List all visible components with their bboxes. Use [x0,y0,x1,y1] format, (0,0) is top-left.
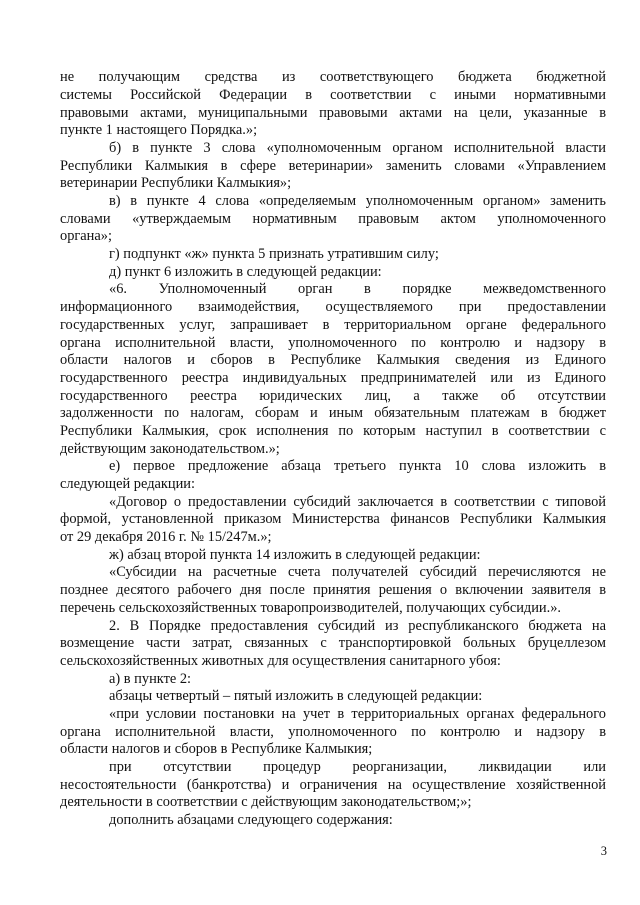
text-line: позднее десятого рабочего дня после принятия решения о включении заявителя в [60,582,606,599]
text-line: области налогов и сборов в Республике Калмыкия; [60,741,373,758]
paragraph [60,494,606,547]
text-line: в) в пункте 4 слова «определяемым уполномоченным органом» заменить [109,193,606,209]
paragraph [60,193,606,246]
text-line: «Субсидии на расчетные счета получателей субсидий перечисляются не [109,564,606,581]
paragraph [60,264,606,282]
text-line: задолженности по налогам, сборам и иным обязательным платежам в бюджет [60,405,606,422]
text-line: словами «утверждаемым нормативным правовым актом уполномоченного [60,210,606,227]
text-line: правовыми актами, муниципальными правовыми актами на цели, указанные в [60,104,606,121]
paragraph [60,812,606,830]
text-line: области налогов и сборов в Республике Калмыкия сведения из Единого [60,352,606,369]
paragraph [60,706,606,759]
paragraph [60,458,606,493]
paragraph [60,547,606,565]
text-line: г) подпункт «ж» пункта 5 признать утратившим силу; [109,246,439,263]
paragraph [60,246,606,264]
text-line: перечень сельскохозяйственных товаропроизводителей, получающих субсидии.». [60,599,562,616]
paragraph [60,281,606,458]
text-line: а) в пункте 2: [109,670,192,687]
text-line: абзацы четвертый – пятый изложить в следующей редакции: [109,688,483,705]
text-line: д) пункт 6 изложить в следующей редакции: [109,263,382,280]
text-line: от 29 декабря 2016 г. № 15/247м.»; [60,529,272,546]
text-line: ветеринарии Республики Калмыкия»; [60,175,292,192]
document-page [60,60,606,830]
text-line: не получающим средства из соответствующего бюджета бюджетной [60,69,606,86]
paragraph [60,618,606,671]
text-line: сельскохозяйственных животных для осуществления санитарного убоя: [60,652,501,669]
text-line: «6. Уполномоченный орган в порядке межведомственного [109,281,606,298]
paragraph [60,564,606,617]
text-line: Республики Калмыкия, срок исполнения по которым наступил в соответствии с [60,422,606,439]
paragraph [60,671,606,689]
text-line: б) в пункте 3 слова «уполномоченным органом исполнительной власти [109,139,606,156]
text-line: ж) абзац второй пункта 14 изложить в следующей редакции: [109,546,481,563]
text-line: возмещение части затрат, связанных с транспортировкой больных бруцеллезом [60,635,606,652]
text-line: е) первое предложение абзаца третьего пункта 10 слова изложить в [109,458,606,475]
text-line: следующей редакции: [60,476,195,492]
paragraph [60,69,606,140]
text-line: 2. В Порядке предоставления субсидий из республиканского бюджета на [109,617,606,634]
text-line: «при условии постановки на учет в территориальных органах федерального [109,705,606,722]
paragraph [60,688,606,706]
text-line: государственного реестра индивидуальных предпринимателей или из Единого [60,369,606,386]
text-line: информационного взаимодействия, осуществляемого при предоставлении [60,299,606,316]
paragraph [60,759,606,812]
paragraph [60,140,606,193]
text-line: государственных услуг, запрашивает в территориальном органе федерального [60,316,606,333]
text-line: несостоятельности (банкротства) и ограничения на осуществление хозяйственной [60,776,606,793]
text-line: действующим законодательством.»; [60,440,280,457]
text-line: органа исполнительной власти, уполномоченного по контролю и надзору в [60,334,606,351]
text-line: пункте 1 настоящего Порядка.»; [60,122,258,139]
text-line: системы Российской Федерации в соответствии с иными нормативными [60,86,606,103]
text-line: государственного реестра юридических лиц, а также об отсутствии [60,387,606,404]
text-line: при отсутствии процедур реорганизации, ликвидации или [109,759,606,775]
text-line: органа»; [60,228,112,245]
text-line: «Договор о предоставлении субсидий заключается в соответствии с типовой [109,493,606,510]
page-number: 3 [600,844,607,858]
text-line: формой, установленной приказом Министерства финансов Республики Калмыкия [60,511,606,528]
text-line: органа исполнительной власти, уполномоченного по контролю и надзору в [60,723,606,740]
text-line: Республики Калмыкия в сфере ветеринарии» заменить словами «Управлением [60,157,606,174]
text-line: деятельности в соответствии с действующим законодательством;»; [60,794,472,811]
text-line: дополнить абзацами следующего содержания: [109,812,393,829]
